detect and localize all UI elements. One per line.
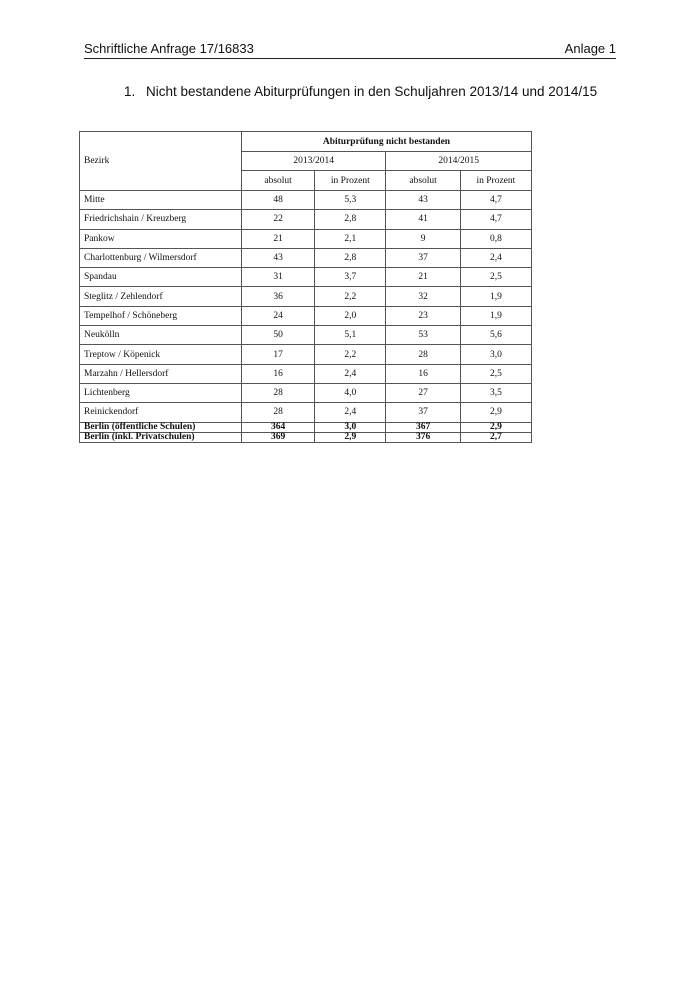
bezirk-cell: Reinickendorf	[80, 403, 242, 422]
table-row	[80, 364, 532, 383]
value-cell: 9	[386, 229, 460, 248]
value-cell: 3,0	[315, 422, 386, 432]
table-row	[80, 326, 532, 345]
value-cell: 3,0	[460, 345, 531, 364]
page-header	[84, 41, 616, 59]
value-cell: 21	[241, 229, 314, 248]
value-cell: 24	[241, 306, 314, 325]
column-header: in Prozent	[315, 171, 386, 191]
value-cell: 28	[241, 403, 314, 422]
table-row	[80, 268, 532, 287]
table-row	[80, 229, 532, 248]
total-row	[80, 422, 532, 432]
value-cell: 2,8	[315, 248, 386, 267]
document-reference: Schriftliche Anfrage 17/16833	[84, 41, 254, 56]
value-cell: 43	[241, 248, 314, 267]
table-row	[80, 306, 532, 325]
value-cell: 369	[241, 432, 314, 442]
value-cell: 367	[386, 422, 460, 432]
value-cell: 28	[386, 345, 460, 364]
table-row	[80, 287, 532, 306]
value-cell: 2,9	[460, 403, 531, 422]
value-cell: 2,4	[315, 403, 386, 422]
value-cell: 364	[241, 422, 314, 432]
value-cell: 17	[241, 345, 314, 364]
value-cell: 2,4	[315, 364, 386, 383]
value-cell: 31	[241, 268, 314, 287]
table-row	[80, 345, 532, 364]
value-cell: 2,5	[460, 364, 531, 383]
value-cell: 2,9	[460, 422, 531, 432]
value-cell: 21	[386, 268, 460, 287]
value-cell: 22	[241, 210, 314, 229]
value-cell: 5,3	[315, 191, 386, 210]
table-row	[80, 383, 532, 402]
value-cell: 2,0	[315, 306, 386, 325]
value-cell: 16	[241, 364, 314, 383]
value-cell: 2,2	[315, 345, 386, 364]
table-row	[80, 191, 532, 210]
bezirk-cell: Marzahn / Hellersdorf	[80, 364, 242, 383]
value-cell: 3,5	[460, 383, 531, 402]
value-cell: 4,7	[460, 191, 531, 210]
total-row	[80, 432, 532, 442]
bezirk-cell: Friedrichshain / Kreuzberg	[80, 210, 242, 229]
value-cell: 36	[241, 287, 314, 306]
bezirk-cell: Tempelhof / Schöneberg	[80, 306, 242, 325]
value-cell: 48	[241, 191, 314, 210]
value-cell: 5,6	[460, 326, 531, 345]
bezirk-cell: Neukölln	[80, 326, 242, 345]
bezirk-cell: Berlin (öffentliche Schulen)	[80, 422, 242, 432]
attachment-label: Anlage 1	[564, 41, 616, 56]
bezirk-cell: Charlottenburg / Wilmersdorf	[80, 248, 242, 267]
value-cell: 53	[386, 326, 460, 345]
bezirk-cell: Spandau	[80, 268, 242, 287]
value-cell: 28	[241, 383, 314, 402]
bezirk-cell: Steglitz / Zehlendorf	[80, 287, 242, 306]
value-cell: 4,0	[315, 383, 386, 402]
value-cell: 50	[241, 326, 314, 345]
value-cell: 2,8	[315, 210, 386, 229]
value-cell: 27	[386, 383, 460, 402]
value-cell: 2,7	[460, 432, 531, 442]
value-cell: 2,2	[315, 287, 386, 306]
column-header: absolut	[241, 171, 314, 191]
column-header: absolut	[386, 171, 460, 191]
bezirk-cell: Mitte	[80, 191, 242, 210]
value-cell: 43	[386, 191, 460, 210]
value-cell: 37	[386, 248, 460, 267]
value-cell: 2,9	[315, 432, 386, 442]
table-row	[80, 403, 532, 422]
year-header: 2014/2015	[386, 152, 532, 171]
value-cell: 5,1	[315, 326, 386, 345]
bezirk-cell: Lichtenberg	[80, 383, 242, 402]
section-title-text: Nicht bestandene Abiturprüfungen in den Schuljahren 2013/14 und 2014/15	[146, 84, 598, 99]
bezirk-cell: Pankow	[80, 229, 242, 248]
value-cell: 37	[386, 403, 460, 422]
table-row	[80, 248, 532, 267]
value-cell: 3,7	[315, 268, 386, 287]
value-cell: 0,8	[460, 229, 531, 248]
section-number: 1.	[124, 84, 136, 99]
value-cell: 2,4	[460, 248, 531, 267]
value-cell: 1,9	[460, 306, 531, 325]
results-table	[79, 131, 532, 443]
bezirk-cell: Treptow / Köpenick	[80, 345, 242, 364]
value-cell: 32	[386, 287, 460, 306]
bezirk-cell: Berlin (inkl. Privatschulen)	[80, 432, 242, 442]
value-cell: 23	[386, 306, 460, 325]
column-header: in Prozent	[460, 171, 531, 191]
section-title	[124, 84, 597, 99]
value-cell: 2,1	[315, 229, 386, 248]
value-cell: 41	[386, 210, 460, 229]
value-cell: 4,7	[460, 210, 531, 229]
value-cell: 376	[386, 432, 460, 442]
bezirk-header: Bezirk	[80, 132, 242, 191]
value-cell: 2,5	[460, 268, 531, 287]
table-header-row	[80, 132, 532, 152]
year-header: 2013/2014	[241, 152, 385, 171]
group-header: Abiturprüfung nicht bestanden	[241, 132, 531, 152]
value-cell: 16	[386, 364, 460, 383]
table-row	[80, 210, 532, 229]
value-cell: 1,9	[460, 287, 531, 306]
